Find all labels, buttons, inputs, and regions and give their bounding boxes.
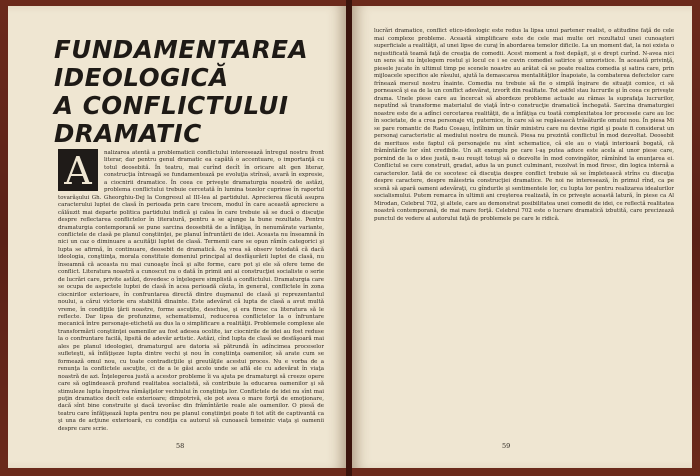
title-line-4: DRAMATIC (54, 119, 202, 148)
drop-cap-spacer (58, 150, 104, 194)
left-page (8, 6, 346, 468)
title-line-1: FUNDAMENTAREA (54, 35, 309, 64)
left-body-text (58, 150, 324, 433)
page-number-left: 58 (176, 442, 185, 450)
title-line-2: IDEOLOGICĂ (54, 63, 229, 92)
chapter-title (54, 36, 334, 148)
left-body-content: nalizarea atentă a problematicii conflictului interesează întregul nostru front literar, dar pentru genul dramatic ea capătă o accentuare, o importanţă cu totul deosebită. În teatru, mai curînd decît în oricare alt gen literar, construcţia întreagă se fundamentează pe evoluţia strînsă, avară în expresie, a ciocnirii dramatice. În ceea ce priveşte dramaturgia noastră de astăzi, problema conflictului trebuie cercetată în lumina tezelor cuprinse în raportul tovarăşului Gh. Gheorghiu-Dej la Congresul al III-lea al partidului. Aprecierea făcută asupra caracterului luptei de clasă în perioada prin care trecem, modul în care această apreciere a călăuzit mai departe politica partidului indică şi calea în care trebuie să se ducă o discuţie despre reflectarea conflictelor în literatură, pentru a se ajunge la bune rezultate. Pentru dramaturgia contemporană se pune sarcina deosebită de a înfăţişa, în nenumărate variante, conflictele de clasă pe planul conştiinţei, pe planul înfruntării de idei. Aceasta nu înseamnă în nici un caz o diminuare a acuităţii luptei de clasă. Termenii care se opun rămîn categorici şi lupta se afirmă, în continuare, deosebit de dramatică. Aş vrea să observ totodată că dacă ideologia, conştiinţa, morala constituie domeniul principal al desfăşurării luptei de clasă, nu înseamnă că aceasta nu mai cunoaşte încă şi alte forme, care pot şi ele să ofere teme de conflict. Literatura noastră a cunoscut nu o dată în primii ani ai construcţiei socialiste o serie de lucrări care, privite astăzi, dovedesc o înţelegere simplistă a conflictului. Dramaturgia care se ocupa de aspectele luptei de clasă în acea perioadă căuta, în general, conflictele în zona ciocnirilor exterioare, în confruntarea directă dintre duşmanul de clasă şi reprezentantul noului, a cărui victorie era stabilită dinainte. Este adevărat că lupta de clasă a avut multă vreme, în condiţiile ţării noastre, forme ascuţite, deschise, şi era firesc ca literatura să le reflecte. Dar lipsa de profunzime, schematismul, reducerea conflictelor la o înfruntare mecanică între personaje-etichetă au dus la o simplificare a realităţii. Problemele complexe ale transformării conştiinţei oamenilor au fost adesea ocolite, iar ciocnirile de idei au fost reduse la o confruntare facilă, lipsită de adevăr artistic. Astăzi, cînd lupta de clasă se desfăşoară mai ales pe planul ideologiei, dramaturgul are datoria să pătrundă în adîncimea proceselor sufleteşti, să înfăţişeze lupta dintre vechi şi nou în conştiinţa oamenilor, să arate cum se formează omul nou, cu toate contradicţiile şi greutăţile acestui proces. Nu e vorba de a renunţa la conflictele ascuţite, ci de a le găsi acolo unde se află ele cu adevărat în viaţa noastră de azi. Înţelegerea justă a acestor probleme îi va ajuta pe dramaturgi să creeze opere care să oglindească profund realitatea socialistă, să contribuie la educarea oamenilor şi să stimuleze lupta împotriva rămăşiţelor vechiului în conştiinţa lor. Conflictele de idei nu sînt mai puţin dramatice decît cele exterioare; dimpotrivă, ele pot avea o mare forţă de emoţionare, dacă sînt bine construite şi dacă izvorăsc din frămîntările reale ale oamenilor. O piesă de teatru care înfăţişează lupta pentru nou pe planul conştiinţei poate fi tot atît de captivantă ca şi una de acţiune exterioară, cu condiţia ca autorul să cunoască temeinic viaţa şi oamenii despre care scrie. (58, 150, 324, 432)
title-line-3: A CONFLICTULUI (54, 91, 289, 120)
page-number-right: 59 (502, 442, 511, 450)
right-page (352, 6, 692, 468)
right-body-text: lucrări dramatice, conflict etico-ideologic este redus la lipsa unui partener realist, o atitudine faţă de cele mai complexe probleme. Această simplificare este de cele mai multe ori rezultatul unei cunoaşteri superficiale a realităţii, al unei lipse de curaj în abordarea temelor dificile. La un moment dat, la noi exista o nejustificată teamă faţă de creaţia de comedii. Acest moment a fost depăşit, şi e drept curînd. N-avea nici un sens să nu înţelegem rostul şi locul ce i se cuvin comediei satirice şi umoristice. În această privinţă, piesele jucate în ultimul timp pe scenele noastre au arătat că se poate realiza comedia şi satira care, prin mijloacele specifice ale râsului, ajută la demascarea mentalităţilor înapoiate, la combaterea defectelor care frînează mersul nostru înainte. Comedia nu trebuie să fie o simplă înşirare de situaţii comice, ci să pornească şi ea de la un conflict adevărat, izvorît din realitate. Tot astfel stau lucrurile şi în ceea ce priveşte drama. Unele piese care au încercat să abordeze probleme actuale au rămas la suprafaţa lucrurilor, neputînd să transforme materialul de viaţă într-o construcţie dramatică închegată. Sarcina dramaturgiei noastre este de a adînci cercetarea realităţii, de a înfăţişa cu toată complexitatea lor procesele care au loc în societate, de a crea personaje vii, puternice, în care să se regăsească trăsăturile omului nou. În piesa Mi se pare romantic de Radu Cosaşu, întîlnim un tînăr ministru care nu devine rigid şi poate fi considerat un personaj caracteristic al mediului nostru de muncă. Piesa nu prezintă conflictul în mod dezvoltat. Deosebit de merituos este faptul că personajele nu sînt schematice, că ele au o viaţă interioară bogată, că frămîntările lor sînt credibile. Un alt exemplu pe care l-aş putea aduce este acela al unor piese care, pornind de la o idee justă, n-au reuşit totuşi să o dezvolte în mod convingător, rămînînd la enunţarea ei. Conflictul se cere construit, gradat, adus la un punct culminant, rezolvat în mod firesc, din logica internă a caracterelor. Iată de ce socotesc că discuţia despre conflict trebuie să se împletească strîns cu discuţia despre caractere, despre măiestria construcţiei dramatice. Pe noi ne interesează, în primul rînd, ca pe scenă să apară oameni adevăraţi, cu gîndurile şi sentimentele lor, cu lupta lor pentru realizarea idealurilor socialismului. Putem remarca în ultimii ani creşterea realizată, în ce priveşte această latură, în piese ca Al Mirodan, Celebrul 702, şi altele, care au demonstrat posibilitatea unei comedii de idei, ce reflectă realitatea noastră contemporană, de mai mare forţă. Celebrul 702 este o lucrare dramatică izbutită, care precizează punctul de vedere al autorului faţă de problemele pe care le ridică. (374, 28, 674, 222)
drop-cap: A (58, 149, 98, 191)
